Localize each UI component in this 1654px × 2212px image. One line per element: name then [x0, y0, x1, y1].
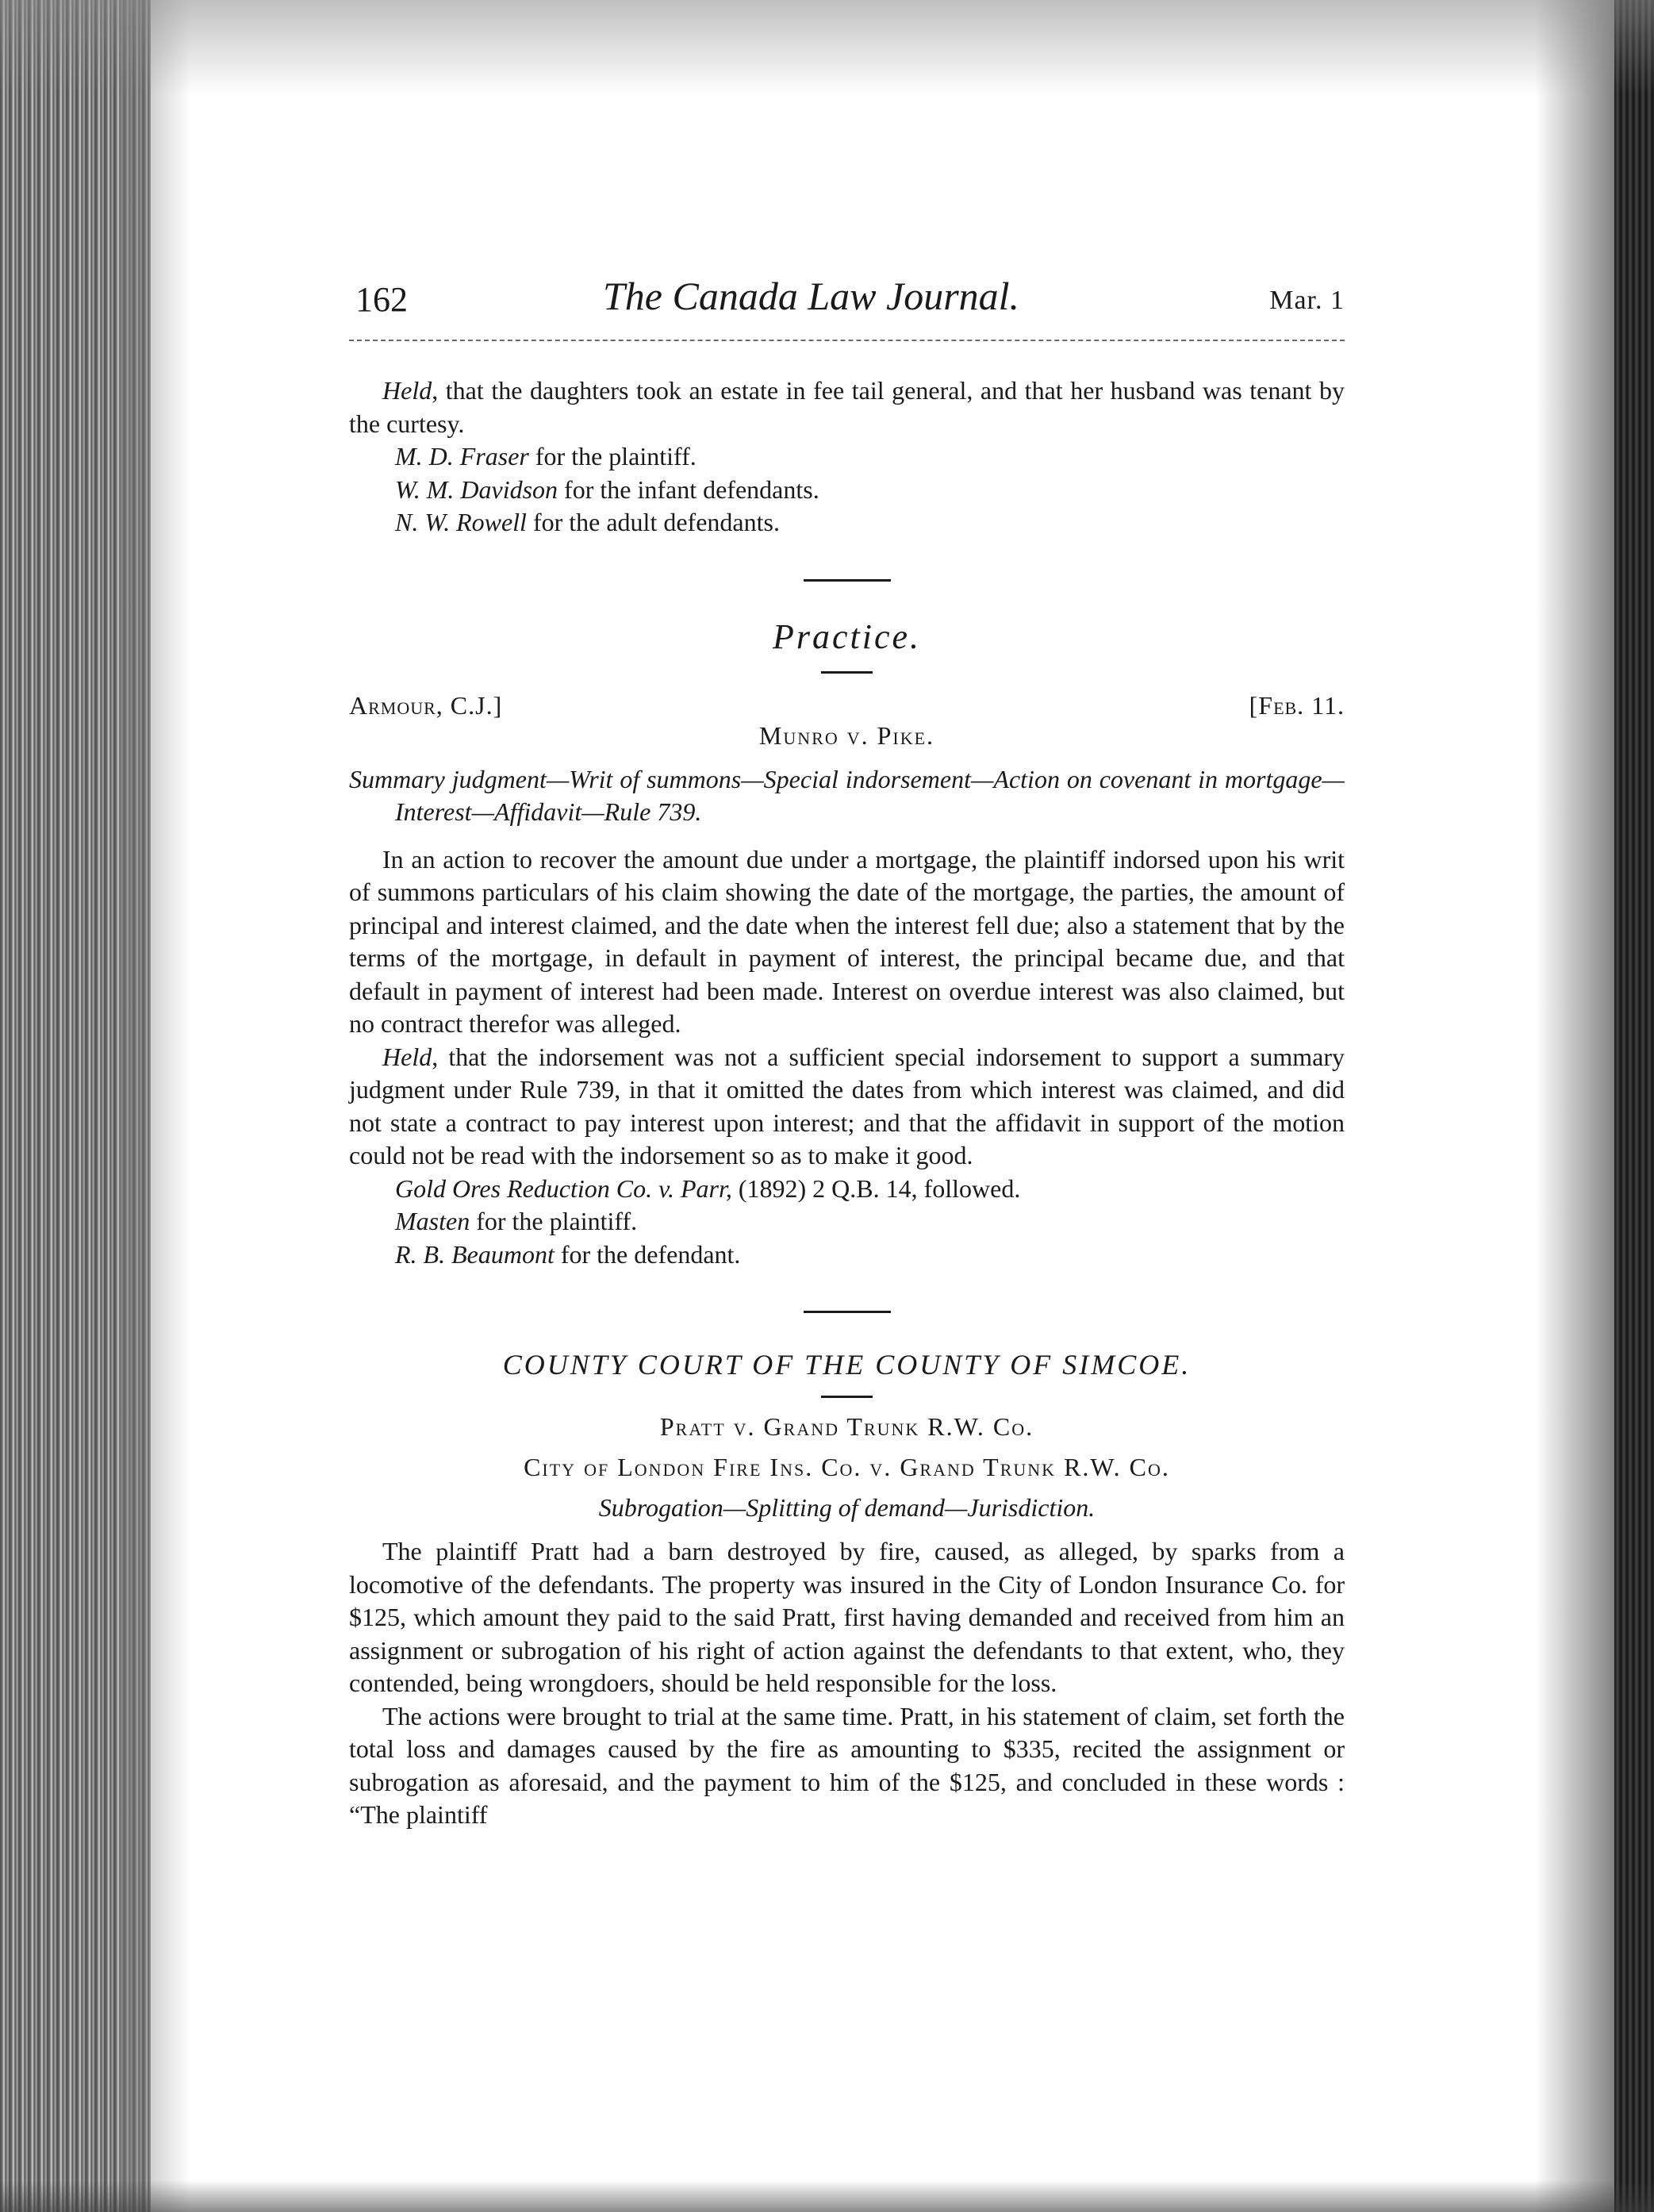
held-paragraph	[349, 1041, 1345, 1173]
counsel-role: for the adult defendants.	[526, 508, 780, 536]
counsel-line	[349, 1238, 1345, 1272]
case-name: City of London Fire Ins. Co. v. Grand Trunk R.W. Co.	[524, 1453, 1170, 1481]
counsel-line	[349, 440, 1345, 474]
held-text: , that the indorsement was not a sufficient special indorsement to support a summary judgment under Rule 739, in that it omitted the dates from which interest was claimed, and did not state a contract to pay interest upon interest; and that the affidavit in support of the motion could not be read with the indorsement so as to make it good.	[349, 1042, 1345, 1169]
scan-right-edge	[1614, 0, 1654, 2212]
citation-name: Gold Ores Reduction Co. v. Parr,	[395, 1173, 732, 1203]
facts-paragraph: The plaintiff Pratt had a barn destroyed by fire, caused, as alleged, by sparks from a locomotive of the defendants. The property was insured in the City of London Insurance Co. for $125, which amount they paid to the said Pratt, first having demanded and received from him an assignment or subrogation of his right of action against the defendants to that extent, who, they contended, being wrongdoers, should be held responsible for the loss.	[349, 1537, 1345, 1697]
counsel-role: for the plaintiff.	[528, 442, 697, 470]
counsel-name: M. D. Fraser	[395, 442, 529, 470]
counsel-line	[349, 506, 1345, 540]
counsel-role: for the plaintiff.	[470, 1207, 638, 1235]
bench-row	[349, 691, 1345, 728]
running-head-rule	[349, 340, 1345, 341]
journal-title: The Canada Law Journal.	[603, 274, 1020, 318]
counsel-name: W. M. Davidson	[395, 474, 558, 504]
held-label: Held	[382, 1042, 432, 1071]
counsel-line	[349, 474, 1345, 507]
held-label: Held	[382, 376, 432, 405]
counsel-line	[349, 1205, 1345, 1238]
counsel-name: R. B. Beaumont	[395, 1239, 555, 1269]
journal-page	[349, 262, 1345, 1832]
page-number: 162	[355, 280, 408, 319]
practice-body	[349, 843, 1345, 1272]
counsel-role: for the infant defendants.	[558, 474, 819, 504]
top-case-section	[349, 374, 1345, 540]
practice-heading: Practice.	[772, 616, 922, 656]
scan-left-shadow	[119, 0, 190, 2212]
county-court-heading: COUNTY COURT OF THE COUNTY OF SIMCOE.	[502, 1349, 1192, 1381]
held-paragraph	[349, 374, 1345, 440]
facts-paragraph: In an action to recover the amount due under a mortgage, the plaintiff indorsed upon his writ of summons particulars of his claim showing the date of the mortgage, the parties, the amount of principal and interest claimed, and the date when the interest fell due; also a statement that by the terms of the mortgage, in default in payment of interest, the principal became due, and that default in payment of interest had been made. Interest on overdue interest was also claimed, but no contract therefor was alleged.	[349, 844, 1345, 1038]
citation-line	[349, 1173, 1345, 1206]
judge-name: Armour, C.J.]	[349, 690, 503, 720]
case-headnote: Summary judgment—Writ of summons—Special indorsement—Action on covenant in mortgage—Interest—Affidavit—Rule 739.	[349, 764, 1345, 826]
citation-rest: (1892) 2 Q.B. 14, followed.	[731, 1173, 1021, 1203]
scan-right-shadow	[1535, 0, 1614, 2212]
scan-bottom-edge	[0, 2180, 1654, 2212]
scan-top-shadow	[0, 0, 1654, 95]
counsel-role: for the defendant.	[554, 1239, 741, 1269]
county-body	[349, 1535, 1345, 1832]
decision-date: [Feb. 11.	[1249, 690, 1345, 720]
case-name: Pratt v. Grand Trunk R.W. Co.	[659, 1412, 1034, 1441]
facts-paragraph: The actions were brought to trial at the same time. Pratt, in his statement of claim, set forth the total loss and damages caused by the fire as amounting to $335, recited the assignment or subrogation as aforesaid, and the payment to him of the $125, and concluded in these words : “The plaintiff	[349, 1701, 1345, 1829]
counsel-name: Masten	[395, 1207, 470, 1235]
held-text: , that the daughters took an estate in fee tail general, and that her husband was tenant by the curtesy.	[349, 376, 1345, 438]
case-headnote: Subrogation—Splitting of demand—Jurisdiction.	[598, 1493, 1096, 1522]
running-head	[349, 262, 1345, 325]
issue-date: Mar. 1	[1269, 286, 1345, 315]
counsel-name: N. W. Rowell	[395, 508, 527, 536]
case-name: Munro v. Pike.	[758, 720, 935, 750]
